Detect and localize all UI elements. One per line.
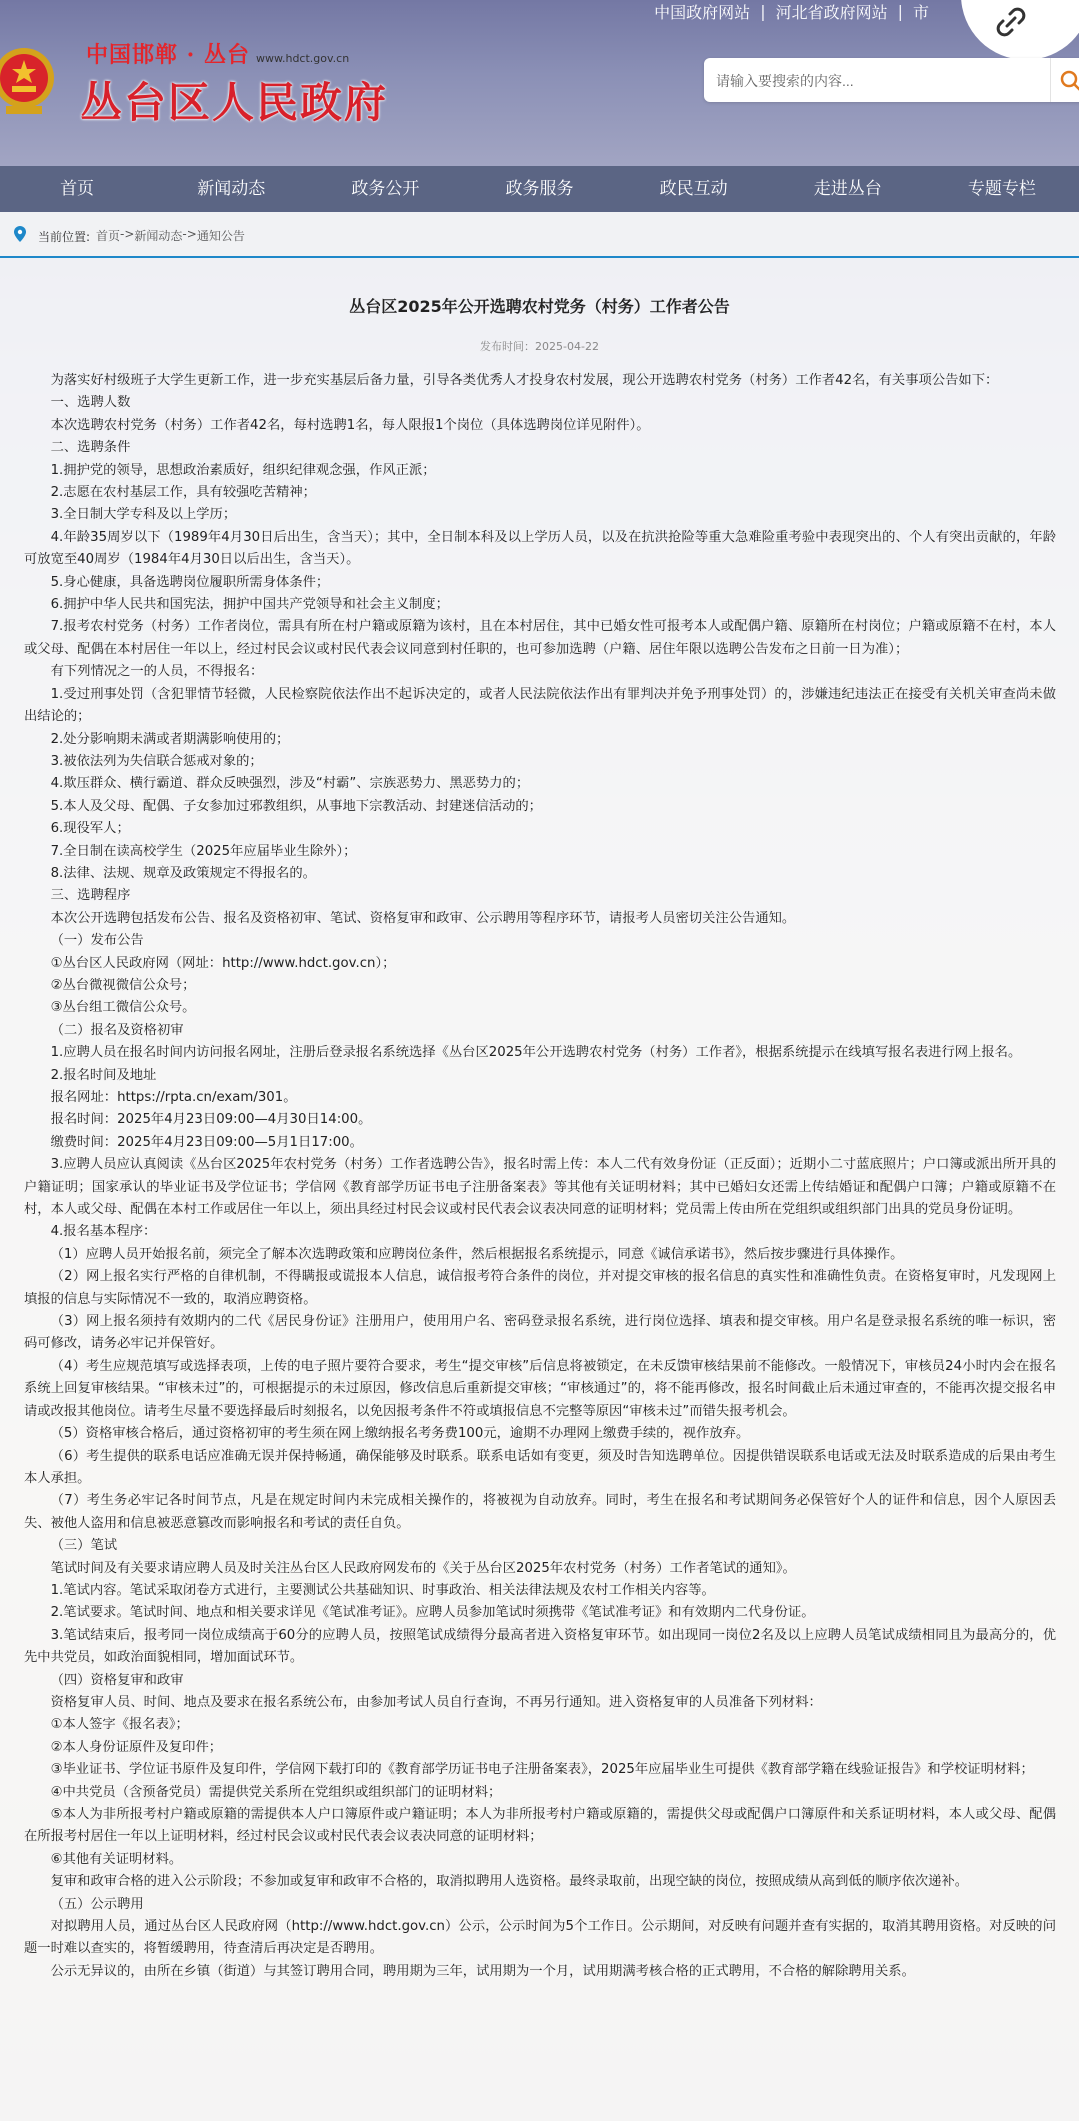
article [0,258,1079,2121]
nav-news[interactable]: 新闻动态 [197,179,266,199]
nav-interaction[interactable]: 政民互动 [659,179,728,199]
article-paragraph: ①丛台区人民政府网（网址：http://www.hdct.gov.cn）； [50,955,396,971]
article-paragraph: 1.拥护党的领导，思想政治素质好，组织纪律观念强，作风正派； [50,462,436,478]
main-nav [0,166,1079,212]
site-slogan: 中国邯郸 · 丛台 [86,42,250,68]
article-paragraph: 4.报名基本程序： [50,1224,157,1240]
article-paragraph: 3.全日制大学专科及以上学历； [50,507,237,523]
nav-gov-services[interactable]: 政务服务 [505,179,574,199]
article-paragraph: 2.志愿在农村基层工作，具有较强吃苦精神； [50,485,316,501]
nav-home[interactable]: 首页 [60,179,95,199]
share-button[interactable] [961,0,1079,60]
article-paragraph: 6.现役军人； [50,821,130,837]
top-link-hebei[interactable]: 河北省政府网站 [775,2,888,22]
article-paragraph: 公示无异议的，由所在乡镇（街道）与其签订聘用合同，聘用期为三年，试用期为一个月，试用期满考核合格的正式聘用，不合格的解除聘用关系。 [50,1963,915,1979]
article-paragraph: 1.笔试内容。笔试采取闭卷方式进行，主要测试公共基础知识、时事政治、相关法律法规及农村工作相关内容等。 [50,1582,715,1598]
article-paragraph: （1）应聘人员开始报名前，须完全了解本次选聘政策和应聘岗位条件，然后根据报名系统提示，同意《诚信承诺书》，然后按步骤进行具体操作。 [50,1246,904,1262]
article-paragraph: 3.应聘人员应认真阅读《丛台区2025年农村党务（村务）工作者选聘公告》，报名时需上传：本人二代有效身份证（正反面）；近期小二寸蓝底照片；户口簿或派出所开具的户籍证明；国家承认的毕业证书及学位证书；学信网《教育部学历证书电子注册备案表》等其他有关证明材料；其中已婚妇女还需上传结婚证和配偶户口簿；户籍或原籍不在村，本人或父母、配偶在本村工作或居住一年以上，须出具经过村民会议或村民代表会议表决同意的证明材料；党员需上传由所在党组织或组织部门出具的党员身份证明。 [24,1157,1056,1218]
article-paragraph: 报名网址：https://rpta.cn/exam/301。 [50,1090,297,1105]
article-paragraph: 本次公开选聘包括发布公告、报名及资格初审、笔试、资格复审和政审、公示聘用等程序环节，请报考人员密切关注公告通知。 [50,910,796,926]
article-paragraph: （一）发布公告 [50,933,144,949]
article-paragraph: 4.欺压群众、横行霸道、群众反映强烈，涉及“村霸”、宗族恶势力、黑恶势力的； [50,776,530,792]
article-paragraph: （三）笔试 [50,1538,118,1554]
article-paragraph: 复审和政审合格的进入公示阶段；不参加或复审和政审不合格的，取消拟聘用人选资格。最终录取前，出现空缺的岗位，按照成绩从高到低的顺序依次递补。 [50,1874,969,1890]
article-paragraph: ④中共党员（含预备党员）需提供党关系所在党组织或组织部门的证明材料； [50,1784,502,1800]
breadcrumb-home[interactable]: 首页 [96,229,121,243]
nav-topics[interactable]: 专题专栏 [967,179,1036,199]
article-paragraph: （5）资格审核合格后，通过资格初审的考生须在网上缴纳报名考务费100元，逾期不办理网上缴费手续的，视作放弃。 [50,1426,750,1442]
article-paragraph: （四）资格复审和政审 [50,1672,184,1688]
article-paragraph: 对拟聘用人员，通过丛台区人民政府网（http://www.hdct.gov.cn）公示，公示时间为5个工作日。公示期间，对反映有问题并查有实据的，取消其聘用资格。对反映的问题一时难以查实的，将暂缓聘用，待查清后再决定是否聘用。 [24,1919,1056,1957]
article-paragraph: 7.全日制在读高校学生（2025年应届毕业生除外）； [50,843,357,859]
article-title: 丛台区2025年公开选聘农村党务（村务）工作者公告 [349,297,730,316]
article-paragraph: （4）考生应规范填写或选择表项，上传的电子照片要符合要求，考生“提交审核”后信息将被锁定，在未反馈审核结果前不能修改。一般情况下，审核员24小时内会在报名系统上回复审核结果。“审核未过”的，可根据提示的未过原因，修改信息后重新提交审核；“审核通过”的，将不能再修改，报名时间截止后未通过审查的，不能再次提交报名申请或改报其他岗位。请考生尽量不要选择最后时刻报名，以免因报考条件不符或填报信息不完整等原因“审核未过”而错失报考机会。 [24,1358,1056,1419]
divider: | [897,1,903,21]
breadcrumb-path [96,227,245,244]
article-paragraph: 报名时间：2025年4月23日09:00—4月30日14:00。 [50,1112,372,1128]
search-icon[interactable] [1060,70,1079,92]
article-paragraph: 4.年龄35周岁以下（1989年4月30日后出生，含当天）；其中，全日制本科及以上学历人员，以及在抗洪抢险等重大急难险重考验中表现突出的、个人有突出贡献的，年龄可放宽至40周岁（1984年4月30日以后出生，含当天）。 [24,529,1056,568]
publish-date: 发布时间：2025-04-22 [480,340,599,353]
article-paragraph: （7）考生务必牢记各时间节点，凡是在规定时间内未完成相关操作的，将被视为自动放弃。同时，考生在报名和考试期间务必保管好个人的证件和信息，因个人原因丢失、被他人盗用和信息被恶意篡改而影响报名和考试的责任自负。 [24,1493,1056,1531]
article-paragraph: （五）公示聘用 [50,1896,144,1912]
article-paragraph: 2.处分影响期未满或者期满影响使用的； [50,731,290,747]
article-paragraph: ⑤本人为非所报考村户籍或原籍的需提供本人户口簿原件或户籍证明；本人为非所报考村户籍或原籍的，需提供父母或配偶户口簿原件和关系证明材料，本人或父母、配偶在所报考村居住一年以上证明材料，经过村民会议或村民代表会议表决同意的证明材料； [24,1807,1056,1845]
article-paragraph: 2.报名时间及地址 [50,1067,157,1083]
search-box [704,58,1079,102]
site-header [0,0,1079,166]
link-icon [991,2,1031,42]
article-paragraph: 7.报考农村党务（村务）工作者岗位，需具有所在村户籍或原籍为该村，且在本村居住，其中已婚女性可报考本人或配偶户籍、原籍所在村岗位；户籍或原籍不在村，本人或父母、配偶在本村居住一年以上，经过村民会议或村民代表会议同意到村任职的，也可参加选聘（户籍、居住年限以选聘公告发布之日前一日为准）； [24,619,1056,657]
article-paragraph: （3）网上报名须持有效期内的二代《居民身份证》注册用户，使用用户名、密码登录报名系统，进行岗位选择、填表和提交审核。用户名是登录报名系统的唯一标识，密码可修改，请务必牢记并保管好。 [24,1314,1056,1352]
article-paragraph: 本次选聘农村党务（村务）工作者42名，每村选聘1名，每人限报1个岗位（具体选聘岗位详见附件）。 [50,417,650,433]
breadcrumb-news[interactable]: 新闻动态 [134,229,183,243]
article-paragraph: 二、选聘条件 [50,440,131,456]
site-title[interactable]: 丛台区人民政府 [80,78,389,127]
breadcrumb-notices[interactable]: 通知公告 [196,229,245,243]
breadcrumb-sep: -> [120,227,135,241]
article-paragraph: 有下列情况之一的人员，不得报名： [50,664,264,680]
article-paragraph: ⑥其他有关证明材料。 [50,1851,183,1867]
article-paragraph: 2.笔试要求。笔试时间、地点和相关要求详见《笔试准考证》。应聘人员参加笔试时须携带《笔试准考证》和有效期内二代身份证。 [50,1605,815,1621]
article-paragraph: 3.笔试结束后，报考同一岗位成绩高于60分的应聘人员，按照笔试成绩得分最高者进入资格复审环节。如出现同一岗位2名及以上应聘人员笔试成绩相同且为最高分的，优先中共党员，如政治面貌相同，增加面试环节。 [24,1627,1056,1666]
top-link-gov[interactable]: 中国政府网站 [654,2,751,22]
article-paragraph: 为落实好村级班子大学生更新工作，进一步充实基层后备力量，引导各类优秀人才投身农村发展，现公开选聘农村党务（村务）工作者42名，有关事项公告如下： [50,373,999,388]
article-paragraph: ③毕业证书、学位证书原件及复印件，学信网下载打印的《教育部学历证书电子注册备案表》，2025年应届毕业生可提供《教育部学籍在线验证报告》和学校证明材料； [50,1762,1034,1778]
article-paragraph: 5.身心健康，具备选聘岗位履职所需身体条件； [50,574,330,590]
article-paragraph: 缴费时间：2025年4月23日09:00—5月1日17:00。 [50,1134,363,1150]
article-paragraph: 资格复审人员、时间、地点及要求在报名系统公布，由参加考试人员自行查询，不再另行通知。进入资格复审的人员准备下列材料： [50,1694,822,1710]
article-paragraph: 一、选聘人数 [50,395,131,411]
article-paragraph: 3.被依法列为失信联合惩戒对象的； [50,753,263,769]
top-link-city[interactable]: 市 [912,2,929,22]
article-paragraph: 8.法律、法规、规章及政策规定不得报名的。 [50,865,316,881]
article-paragraph: ①本人签字《报名表》； [50,1717,189,1733]
article-paragraph: ③丛台组工微信公众号。 [50,1000,196,1016]
national-emblem-icon [0,40,56,118]
article-paragraph: 1.应聘人员在报名时间内访问报名网址，注册后登录报名系统选择《丛台区2025年公开选聘农村党务（村务）工作者》，根据系统提示在线填写报名表进行网上报名。 [50,1045,1022,1061]
article-paragraph: （二）报名及资格初审 [50,1022,184,1038]
article-paragraph: 笔试时间及有关要求请应聘人员及时关注丛台区人民政府网发布的《关于丛台区2025年农村党务（村务）工作者笔试的通知》。 [50,1560,796,1576]
article-paragraph: 三、选聘程序 [50,888,131,904]
article-paragraph: （6）考生提供的联系电话应准确无误并保持畅通，确保能够及时联系。联系电话如有变更，须及时告知选聘单位。因提供错误联系电话或无法及时联系造成的后果由考生本人承担。 [24,1448,1056,1486]
divider: | [760,1,766,21]
nav-gov-affairs[interactable]: 政务公开 [351,179,420,199]
article-paragraph: ②本人身份证原件及复印件； [50,1739,223,1755]
search-divider [1050,58,1051,102]
article-paragraph: （2）网上报名实行严格的自律机制，不得瞒报或谎报本人信息，诚信报考符合条件的岗位，并对提交审核的报名信息的真实性和准确性负责。在资格复审时，凡发现网上填报的信息与实际情况不一致的，取消应聘资格。 [24,1269,1056,1307]
breadcrumb-sep: -> [182,227,197,241]
article-paragraph: ②丛台微视微信公众号； [50,977,196,993]
top-links [654,0,929,22]
article-paragraph: 1.受过刑事处罚（含犯罪情节轻微，人民检察院依法作出不起诉决定的，或者人民法院依法作出有罪判决并免予刑事处罚）的，涉嫌违纪违法正在接受有关机关审查尚未做出结论的； [24,686,1056,725]
location-pin-icon [14,226,26,242]
search-input[interactable] [714,68,1038,94]
nav-about[interactable]: 走进丛台 [813,179,882,199]
article-paragraph: 5.本人及父母、配偶、子女参加过邪教组织，从事地下宗教活动、封建迷信活动的； [50,798,542,814]
article-body [24,370,1056,1983]
breadcrumb [0,212,1079,258]
article-paragraph: 6.拥护中华人民共和国宪法，拥护中国共产党领导和社会主义制度； [50,597,449,613]
breadcrumb-label: 当前位置: [38,230,91,244]
site-domain: www.hdct.gov.cn [256,52,350,65]
